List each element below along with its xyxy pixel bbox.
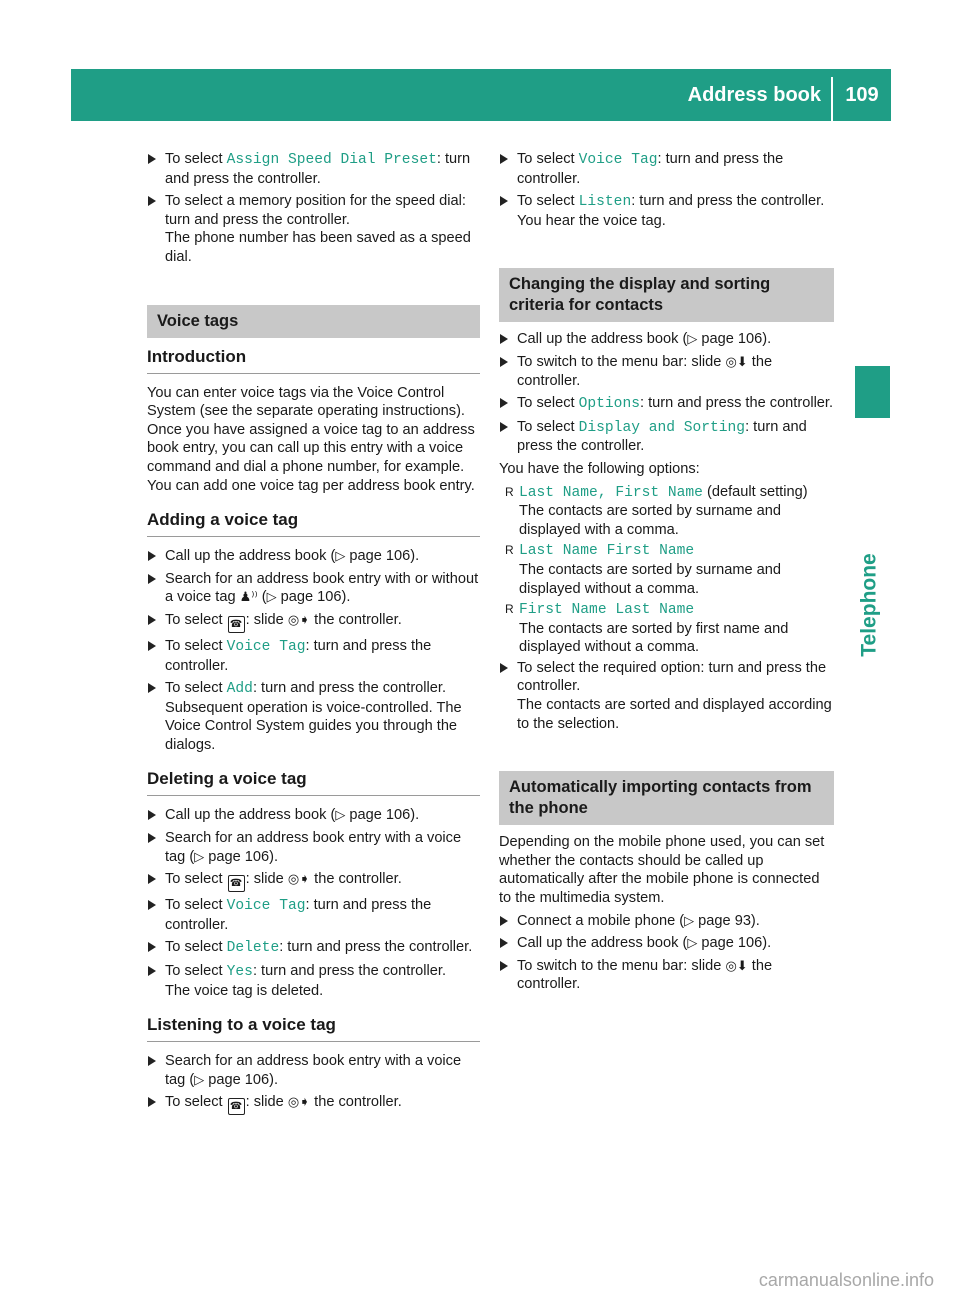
controller-slide-right-icon: ◎➧ bbox=[287, 611, 311, 627]
voice-tag-listen-steps bbox=[499, 150, 834, 230]
introduction-text: You can enter voice tags via the Voice Control System (see the separate operating instructions). Once you have assigned a voice tag to an address book entry, you can call up this entry with a voice command and dial a phone number, for example. You can add one voice tag per address book entry. bbox=[147, 384, 475, 494]
instruction-step: To select the required option: turn and press the controller. The contacts are sorted and displayed according to the selection. bbox=[499, 659, 834, 733]
chapter-label: Telephone bbox=[857, 553, 881, 657]
menu-item-name: Add bbox=[226, 681, 253, 698]
menu-item-name: Voice Tag bbox=[226, 638, 306, 655]
listening-voice-tag-steps bbox=[147, 1052, 480, 1115]
right-column bbox=[499, 150, 834, 998]
step-arrow-icon bbox=[148, 966, 156, 976]
importing-text: Depending on the mobile phone used, you can set whether the contacts should be called up automatically after the mobile phone is connected to the multimedia system. bbox=[499, 834, 825, 907]
page-ref-icon: ▷ bbox=[266, 589, 277, 605]
deleting-voice-tag-heading: Deleting a voice tag bbox=[147, 768, 480, 796]
instruction-step: To switch to the menu bar: slide ◎⬇ the controller. bbox=[499, 353, 834, 390]
header-divider bbox=[831, 77, 833, 121]
step-arrow-icon bbox=[500, 154, 508, 164]
step-arrow-icon bbox=[148, 1056, 156, 1066]
page-number: 109 bbox=[845, 84, 879, 106]
step-arrow-icon bbox=[500, 663, 508, 673]
step-arrow-icon bbox=[148, 810, 156, 820]
section-title: Address book bbox=[687, 84, 821, 106]
header-bar bbox=[71, 69, 891, 121]
menu-item-name: Listen bbox=[578, 194, 632, 211]
sorting-option bbox=[499, 541, 834, 598]
phone-menu-icon: ☎ bbox=[228, 616, 245, 633]
page-ref-icon: ▷ bbox=[687, 331, 698, 347]
page-ref-icon: ▷ bbox=[194, 848, 205, 864]
instruction-step: Call up the address book (▷ page 106). bbox=[147, 806, 480, 825]
instruction-step: Search for an address book entry with a voice tag (▷ page 106). bbox=[147, 1052, 480, 1089]
page-ref-icon: ▷ bbox=[335, 548, 346, 564]
menu-item-name: Display and Sorting bbox=[578, 419, 746, 436]
step-result: The contacts are sorted and displayed according to the selection. bbox=[517, 697, 832, 732]
instruction-step: Call up the address book (▷ page 106). bbox=[499, 330, 834, 349]
sorting-option bbox=[499, 600, 834, 657]
menu-item-name: Options bbox=[578, 396, 640, 413]
left-column bbox=[147, 150, 480, 1119]
introduction-heading: Introduction bbox=[147, 346, 480, 374]
page-ref-icon: ▷ bbox=[194, 1071, 205, 1087]
instruction-step: To select Assign Speed Dial Preset: turn and press the controller. bbox=[147, 150, 480, 188]
instruction-step: To select Voice Tag: turn and press the controller. bbox=[499, 150, 834, 188]
step-arrow-icon bbox=[148, 1097, 156, 1107]
step-arrow-icon bbox=[148, 683, 156, 693]
instruction-step: To select ☎ : slide ◎➧ the controller. bbox=[147, 1093, 480, 1115]
step-result: The phone number has been saved as a speed dial. bbox=[165, 230, 471, 265]
step-arrow-icon bbox=[500, 357, 508, 367]
step-arrow-icon bbox=[148, 833, 156, 843]
page-ref-icon: ▷ bbox=[684, 912, 695, 928]
step-arrow-icon bbox=[500, 334, 508, 344]
voice-tags-heading: Voice tags bbox=[147, 305, 480, 338]
step-arrow-icon bbox=[148, 874, 156, 884]
step-result: You hear the voice tag. bbox=[517, 212, 666, 229]
instruction-step: To select Display and Sorting: turn and press the controller. bbox=[499, 418, 834, 456]
adding-voice-tag-heading: Adding a voice tag bbox=[147, 509, 480, 537]
menu-item-name: Delete bbox=[226, 940, 280, 957]
options-intro: You have the following options: bbox=[499, 460, 700, 477]
controller-slide-right-icon: ◎➧ bbox=[287, 1094, 311, 1110]
option-description: The contacts are sorted by surname and displayed with a comma. bbox=[519, 503, 782, 538]
instruction-step: Search for an address book entry with a voice tag (▷ page 106). bbox=[147, 829, 480, 866]
page-ref-icon: ▷ bbox=[687, 935, 698, 951]
step-arrow-icon bbox=[148, 615, 156, 625]
controller-slide-down-icon: ◎⬇ bbox=[725, 957, 748, 973]
step-result: Subsequent operation is voice-controlled. The Voice Control System guides you through the dialogs. bbox=[165, 699, 462, 753]
instruction-step: Connect a mobile phone (▷ page 93). bbox=[499, 912, 834, 931]
instruction-step: To select Voice Tag: turn and press the controller. bbox=[147, 637, 480, 675]
instruction-step: To select a memory position for the speed dial: turn and press the controller. The phone number has been saved as a speed dial. bbox=[147, 192, 480, 266]
option-name: First Name Last Name bbox=[519, 602, 695, 619]
menu-item-name: Voice Tag bbox=[578, 152, 658, 168]
sorting-heading: Changing the display and sorting criteria for contacts bbox=[499, 268, 834, 322]
instruction-step: To select Add: turn and press the controller. Subsequent operation is voice-controlled. The Voice Control System guides you through the dialogs. bbox=[147, 679, 480, 754]
step-arrow-icon bbox=[500, 961, 508, 971]
instruction-step: Call up the address book (▷ page 106). bbox=[147, 547, 480, 566]
step-arrow-icon bbox=[148, 942, 156, 952]
instruction-step: Search for an address book entry with or without a voice tag ♟⁾⁾ (▷ page 106). bbox=[147, 570, 480, 607]
page-ref-icon: ▷ bbox=[335, 807, 346, 823]
instruction-step: To select ☎ : slide ◎➧ the controller. bbox=[147, 611, 480, 633]
speed-dial-steps bbox=[147, 150, 480, 267]
controller-slide-right-icon: ◎➧ bbox=[287, 871, 311, 887]
deleting-voice-tag-steps bbox=[147, 806, 480, 1000]
watermark: carmanualsonline.info bbox=[758, 1270, 934, 1290]
option-name: Last Name First Name bbox=[519, 543, 695, 560]
instruction-step: To select Delete: turn and press the controller. bbox=[147, 938, 480, 958]
menu-item-name: Voice Tag bbox=[226, 898, 306, 915]
bullet-icon: R bbox=[505, 543, 514, 558]
step-arrow-icon bbox=[500, 916, 508, 926]
bullet-icon: R bbox=[505, 484, 514, 499]
phone-menu-icon: ☎ bbox=[228, 1098, 245, 1115]
step-arrow-icon bbox=[148, 900, 156, 910]
listening-voice-tag-heading: Listening to a voice tag bbox=[147, 1014, 480, 1042]
option-description: The contacts are sorted by first name and displayed without a comma. bbox=[519, 620, 789, 656]
sorting-option: R Last Name, First Name (default setting) The contacts are sorted by surname and displayed with a comma. bbox=[499, 483, 834, 540]
adding-voice-tag-steps bbox=[147, 547, 480, 754]
instruction-step: To select Voice Tag: turn and press the controller. bbox=[147, 896, 480, 934]
step-arrow-icon bbox=[148, 574, 156, 584]
phone-menu-icon: ☎ bbox=[228, 875, 245, 892]
menu-item-name: Assign Speed Dial Preset bbox=[226, 152, 437, 168]
option-name: Last Name, First Name bbox=[519, 484, 703, 501]
bullet-icon: R bbox=[505, 602, 514, 617]
step-arrow-icon bbox=[148, 641, 156, 651]
step-arrow-icon bbox=[500, 938, 508, 948]
instruction-step: To select Options: turn and press the controller. bbox=[499, 394, 834, 414]
step-arrow-icon bbox=[148, 551, 156, 561]
step-arrow-icon bbox=[500, 196, 508, 206]
menu-item-name: Yes bbox=[226, 964, 253, 981]
instruction-step: To select ☎ : slide ◎➧ the controller. bbox=[147, 870, 480, 892]
controller-slide-down-icon: ◎⬇ bbox=[725, 353, 748, 369]
instruction-step: To select Yes: turn and press the controller. The voice tag is deleted. bbox=[147, 962, 480, 1000]
step-arrow-icon bbox=[500, 422, 508, 432]
step-arrow-icon bbox=[500, 398, 508, 408]
sorting-options bbox=[499, 483, 834, 657]
option-description: The contacts are sorted by surname and displayed without a comma. bbox=[519, 561, 782, 597]
instruction-step: To select Listen: turn and press the controller. You hear the voice tag. bbox=[499, 192, 834, 230]
instruction-step: Call up the address book (▷ page 106). bbox=[499, 934, 834, 953]
importing-steps bbox=[499, 912, 834, 994]
instruction-step: To switch to the menu bar: slide ◎⬇ the controller. bbox=[499, 957, 834, 994]
voice-tag-icon: ♟⁾⁾ bbox=[239, 589, 258, 605]
sorting-final-step bbox=[499, 659, 834, 733]
sorting-steps bbox=[499, 330, 834, 456]
chapter-tab bbox=[855, 366, 890, 418]
step-arrow-icon bbox=[148, 154, 156, 164]
importing-heading: Automatically importing contacts from the phone bbox=[499, 771, 834, 825]
step-result: The voice tag is deleted. bbox=[165, 982, 324, 999]
step-arrow-icon bbox=[148, 196, 156, 206]
